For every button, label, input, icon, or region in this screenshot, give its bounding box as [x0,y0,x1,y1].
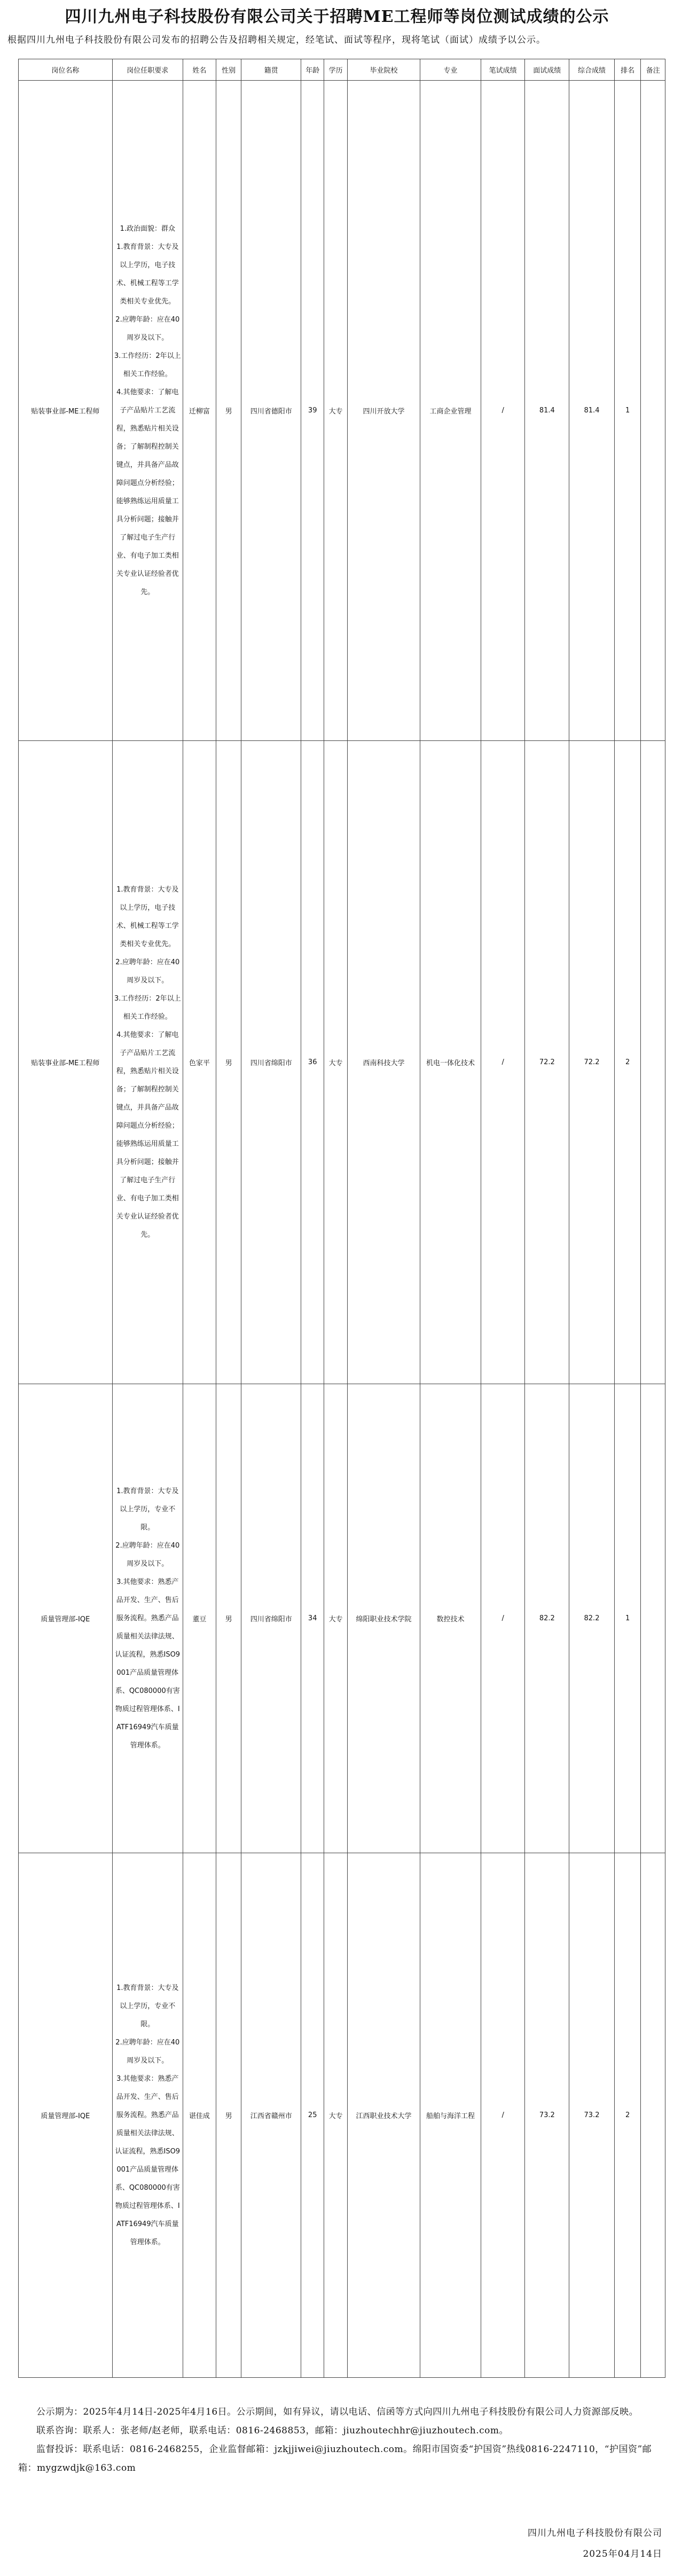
cell-school: 四川开放大学 [347,81,420,741]
header-interview-score: 面试成绩 [525,59,569,81]
cell-gender: 男 [216,1384,241,1853]
header-remark: 备注 [641,59,665,81]
cell-education: 大专 [324,81,347,741]
header-hometown: 籍贯 [241,59,301,81]
contact-text: 联系咨询：联系人：张老师/赵老师，联系电话：0816-2468853，邮箱：jiuzhoutechhr@jiuzhoutech.com。 [36,2425,509,2436]
cell-age: 34 [301,1384,324,1853]
cell-total-score: 73.2 [569,1853,615,2378]
cell-position: 质量管理部-IQE [19,1853,113,2378]
cell-school: 西南科技大学 [347,741,420,1384]
cell-education: 大专 [324,1853,347,2378]
cell-major: 数控技术 [420,1384,481,1853]
cell-name: 迁柳富 [183,81,216,741]
cell-requirements: 1.教育背景：大专及以上学历，电子技术、机械工程等工学类相关专业优先。 2.应聘年龄：应在40周岁及以下。 3.工作经历：2年以上相关工作经验。 4.其他要求：了解电子产品贴片工艺流程，熟悉贴片相关设备；了解制程控制关键点，并具备产品故障问题点分析经验；能够熟练运用质量工具分析问题；接触并了解过电子生产行业、有电子加工类相关专业认证经验者优先。 [112,741,183,1384]
cell-total-score: 81.4 [569,81,615,741]
publicity-period-text: 公示期为：2025年4月14日-2025年4月16日。公示期间，如有异议，请以电话、信函等方式向四川九州电子科技股份有限公司人力资源部反映。 [36,2407,639,2417]
cell-written-score: / [481,741,525,1384]
header-school: 毕业院校 [347,59,420,81]
cell-school: 绵阳职业技术学院 [347,1384,420,1853]
table-row [19,81,665,741]
cell-name: 色家平 [183,741,216,1384]
cell-requirements: 1.教育背景：大专及以上学历，专业不限。 2.应聘年龄：应在40周岁及以下。 3.其他要求：熟悉产品开发、生产、售后服务流程。熟悉产品质量相关法律法规、认证流程，熟悉ISO9001产品质量管理体系、QC080000有害物质过程管理体系、IATF16949汽车质量管理体系。 [112,1384,183,1853]
cell-hometown: 四川省绵阳市 [241,741,301,1384]
intro-paragraph: 根据四川九州电子科技股份有限公司发布的招聘公告及招聘相关规定，经笔试、面试等程序，现将笔试（面试）成绩予以公示。 [7,35,546,45]
footer-notes [18,2403,659,2478]
cell-interview-score: 73.2 [525,1853,569,2378]
cell-remark [641,1384,665,1853]
header-age: 年龄 [301,59,324,81]
cell-school: 江西职业技术大学 [347,1853,420,2378]
cell-total-score: 82.2 [569,1384,615,1853]
cell-hometown: 四川省绵阳市 [241,1384,301,1853]
cell-remark [641,741,665,1384]
cell-name: 董豆 [183,1384,216,1853]
cell-written-score: / [481,1853,525,2378]
cell-rank: 1 [614,1384,641,1853]
cell-interview-score: 81.4 [525,81,569,741]
header-gender: 性别 [216,59,241,81]
cell-gender: 男 [216,741,241,1384]
cell-written-score: / [481,1384,525,1853]
header-name: 姓名 [183,59,216,81]
document-title: 四川九州电子科技股份有限公司关于招聘ME工程师等岗位测试成绩的公示 [65,7,609,26]
supervision-text: 监督投诉：联系电话：0816-2468255，企业监督邮箱：jzkjjiwei@jiuzhoutech.com。绵阳市国资委“护国资”热线0816-2247110，“护国资”邮箱：mygzwdjk@163.com [18,2444,652,2473]
cell-written-score: / [481,81,525,741]
cell-age: 39 [301,81,324,741]
cell-major: 机电一体化技术 [420,741,481,1384]
cell-education: 大专 [324,1384,347,1853]
cell-remark [641,81,665,741]
cell-education: 大专 [324,741,347,1384]
header-rank: 排名 [614,59,641,81]
results-table [18,59,665,2378]
signature-organization: 四川九州电子科技股份有限公司 [528,2528,662,2539]
cell-position: 贴装事业部-ME工程师 [19,81,113,741]
cell-interview-score: 72.2 [525,741,569,1384]
table-row [19,741,665,1384]
table-row [19,1853,665,2378]
header-position: 岗位名称 [19,59,113,81]
cell-requirements: 1.教育背景：大专及以上学历，专业不限。 2.应聘年龄：应在40周岁及以下。 3.其他要求：熟悉产品开发、生产、售后服务流程。熟悉产品质量相关法律法规、认证流程，熟悉ISO9001产品质量管理体系、QC080000有害物质过程管理体系、IATF16949汽车质量管理体系。 [112,1853,183,2378]
cell-gender: 男 [216,1853,241,2378]
cell-major: 工商企业管理 [420,81,481,741]
cell-major: 船舶与海洋工程 [420,1853,481,2378]
cell-age: 25 [301,1853,324,2378]
cell-rank: 1 [614,81,641,741]
cell-name: 谌佳成 [183,1853,216,2378]
cell-rank: 2 [614,1853,641,2378]
cell-position: 贴装事业部-ME工程师 [19,741,113,1384]
cell-position: 质量管理部-IQE [19,1384,113,1853]
cell-requirements: 1.政治面貌：群众 1.教育背景：大专及以上学历，电子技术、机械工程等工学类相关专业优先。 2.应聘年龄：应在40周岁及以下。 3.工作经历：2年以上相关工作经验。 4.其他要求：了解电子产品贴片工艺流程，熟悉贴片相关设备；了解制程控制关键点，并具备产品故障问题点分析经验；能够熟练运用质量工具分析问题；接触并了解过电子生产行业、有电子加工类相关专业认证经验者优先。 [112,81,183,741]
header-total-score: 综合成绩 [569,59,615,81]
cell-total-score: 72.2 [569,741,615,1384]
cell-age: 36 [301,741,324,1384]
header-requirements: 岗位任职要求 [112,59,183,81]
header-written-score: 笔试成绩 [481,59,525,81]
cell-rank: 2 [614,741,641,1384]
header-major: 专业 [420,59,481,81]
cell-hometown: 四川省德阳市 [241,81,301,741]
table-header-row [19,59,665,81]
header-education: 学历 [324,59,347,81]
cell-remark [641,1853,665,2378]
table-row [19,1384,665,1853]
cell-hometown: 江西省赣州市 [241,1853,301,2378]
cell-interview-score: 82.2 [525,1384,569,1853]
cell-gender: 男 [216,81,241,741]
signature-date: 2025年04月14日 [583,2549,662,2559]
